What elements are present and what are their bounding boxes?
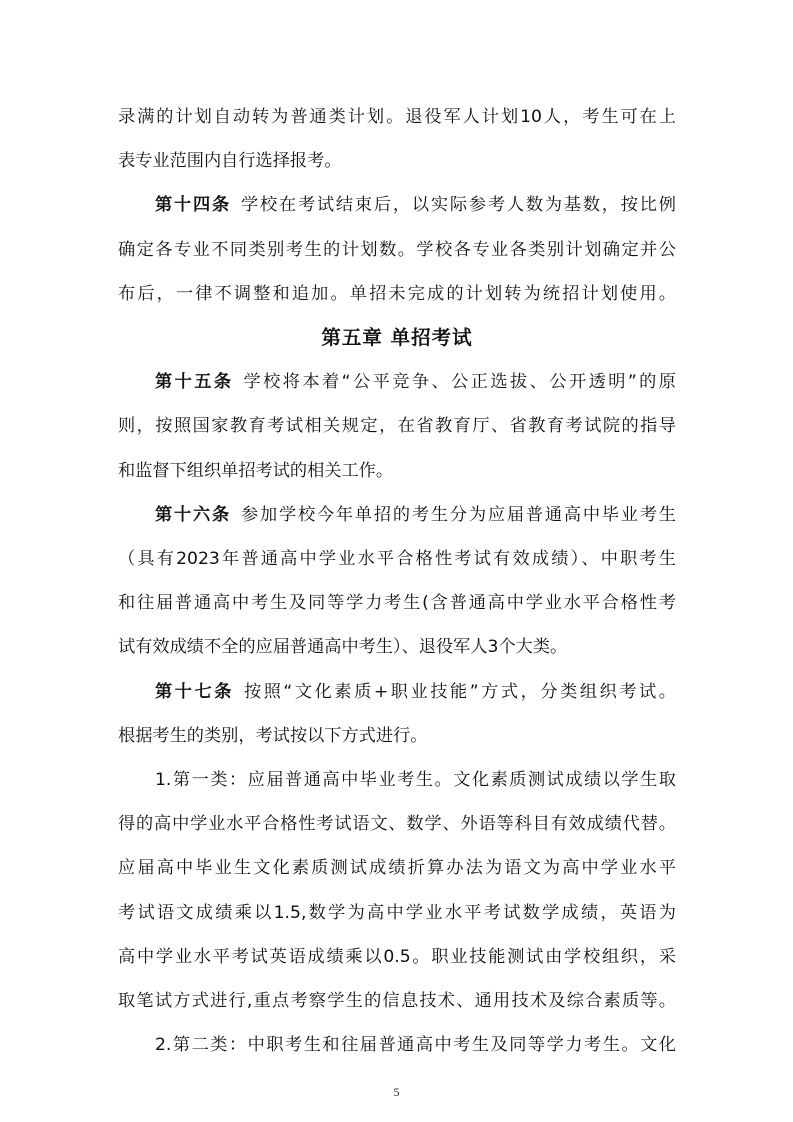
page-number: 5 bbox=[393, 1085, 400, 1099]
line-text: 按照“文化素质+职业技能”方式，分类组织考试。 bbox=[243, 681, 676, 702]
text-line bbox=[118, 721, 676, 751]
line-text: 表专业范围内自行选择报考。 bbox=[118, 151, 342, 172]
chapter-heading: 第五章 单招考试 bbox=[321, 326, 473, 349]
text-line bbox=[118, 809, 676, 839]
line-text: 参加学校今年单招的考生分为应届普通高中毕业考生 bbox=[240, 504, 676, 525]
line-text: 学校将本着“公平竞争、公正选拔、公开透明”的原 bbox=[243, 372, 676, 393]
line-text: 取笔试方式进行,重点考察学生的信息技术、通用技术及综合素质等。 bbox=[118, 991, 676, 1011]
text-line bbox=[155, 190, 676, 220]
article-number: 第十五条 bbox=[155, 372, 234, 393]
line-text: 2.第二类：中职考生和往届普通高中考生及同等学力考生。文化 bbox=[155, 1035, 676, 1056]
text-line bbox=[118, 235, 676, 265]
line-text: 应届高中毕业生文化素质测试成绩折算办法为语文为高中学业水平 bbox=[118, 858, 676, 879]
text-line bbox=[118, 544, 676, 574]
text-line bbox=[118, 942, 676, 972]
text-line bbox=[118, 146, 676, 176]
line-text: 则，按照国家教育考试相关规定，在省教育厅、省教育考试院的指导 bbox=[118, 416, 676, 437]
text-line bbox=[118, 456, 676, 486]
text-line bbox=[155, 765, 676, 795]
text-line bbox=[155, 677, 676, 707]
text-line bbox=[118, 279, 676, 309]
text-line bbox=[118, 853, 676, 883]
line-text: 1.第一类：应届普通高中毕业考生。文化素质测试成绩以学生取 bbox=[155, 770, 676, 790]
text-line bbox=[118, 588, 676, 618]
line-text: 布后，一律不调整和追加。单招未完成的计划转为统招计划使用。 bbox=[118, 283, 676, 304]
text-line bbox=[118, 102, 676, 132]
text-line bbox=[155, 500, 676, 530]
text-line bbox=[118, 411, 676, 441]
line-text: 根据考生的类别，考试按以下方式进行。 bbox=[118, 725, 428, 746]
text-line bbox=[118, 632, 676, 662]
line-text: 和监督下组织单招考试的相关工作。 bbox=[118, 460, 394, 481]
line-text: 学校在考试结束后，以实际参考人数为基数，按比例 bbox=[240, 195, 676, 216]
article-number: 第十七条 bbox=[155, 681, 234, 702]
text-line bbox=[118, 986, 676, 1016]
line-text: 确定各专业不同类别考生的计划数。学校各专业各类别计划确定并公 bbox=[118, 239, 676, 260]
article-number: 第十六条 bbox=[155, 504, 231, 525]
line-text: 和往届普通高中考生及同等学力考生(含普通高中学业水平合格性考 bbox=[118, 593, 676, 614]
line-text: 得的高中学业水平合格性考试语文、数学、外语等科目有效成绩代替。 bbox=[118, 814, 676, 835]
text-line bbox=[155, 367, 676, 397]
text-line bbox=[155, 1030, 676, 1060]
line-text: 考试语文成绩乘以1.5,数学为高中学业水平考试数学成绩，英语为 bbox=[118, 902, 676, 923]
text-line bbox=[118, 898, 676, 928]
line-text: 高中学业水平考试英语成绩乘以0.5。职业技能测试由学校组织，采 bbox=[118, 946, 676, 967]
line-text: （具有2023年普通高中学业水平合格性考试有效成绩）、中职考生 bbox=[118, 549, 676, 569]
line-text: 试有效成绩不全的应届普通高中考生）、退役军人3个大类。 bbox=[118, 637, 568, 658]
article-number: 第十四条 bbox=[155, 195, 231, 216]
line-text: 录满的计划自动转为普通类计划。退役军人计划10人，考生可在上 bbox=[118, 107, 676, 127]
